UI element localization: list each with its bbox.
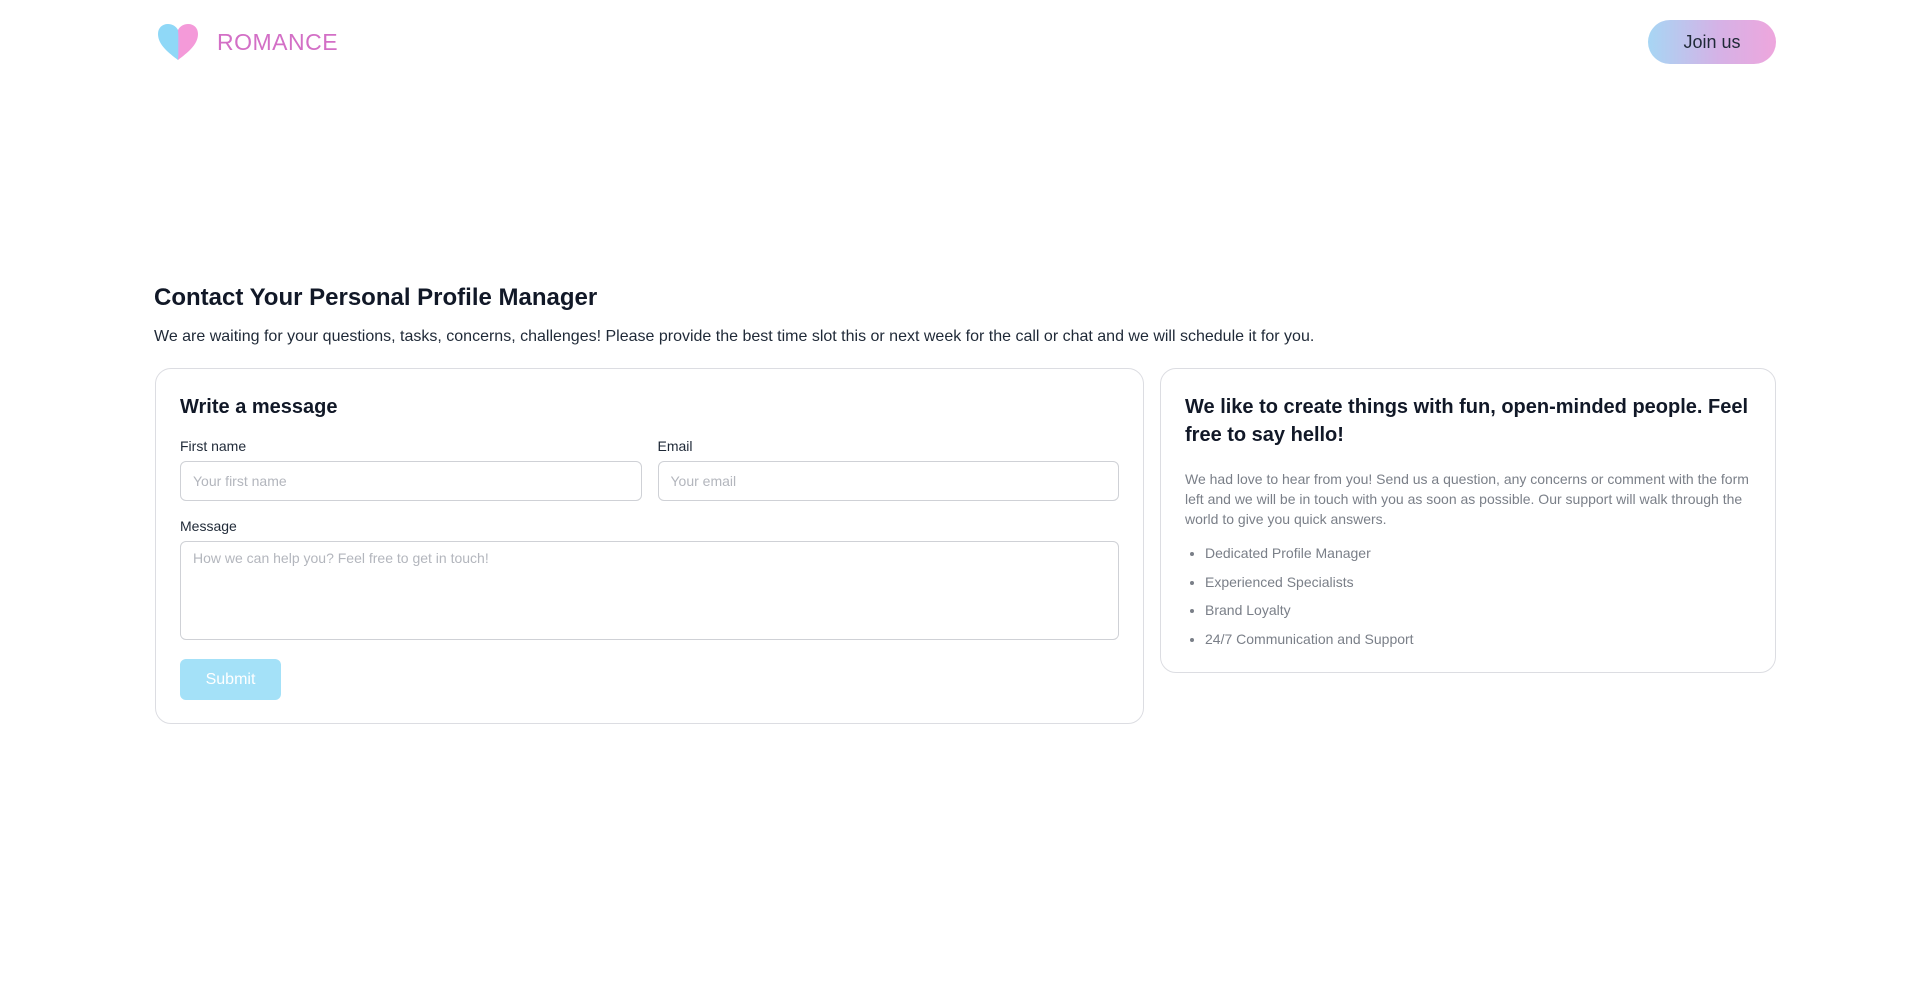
contact-intro: [154, 282, 1774, 348]
submit-button[interactable]: Submit: [180, 659, 281, 700]
list-item: • Dedicated Profile Manager: [1205, 543, 1751, 563]
site-header: [0, 0, 1920, 84]
list-item: • Brand Loyalty: [1205, 600, 1751, 620]
info-content: [1185, 393, 1751, 657]
info-title: We like to create things with fun, open-minded people. Feel free to say hello!: [1185, 396, 1749, 446]
message-textarea[interactable]: [180, 541, 1119, 640]
info-description: We had love to hear from you! Send us a question, any concerns or comment with the form left and we will be in touch with you as soon as possible. Our support will walk through the world to give you quick answers.: [1185, 471, 1749, 527]
feature-list: [1185, 543, 1751, 649]
email-input[interactable]: [658, 461, 1120, 501]
message-form: [180, 393, 1119, 700]
info-card: [1160, 368, 1776, 673]
first-name-input[interactable]: [180, 461, 642, 501]
first-name-group: [180, 437, 642, 501]
form-title: Write a message: [180, 396, 338, 418]
email-label: Email: [657, 438, 693, 454]
brand-name: ROMANCE: [217, 28, 339, 55]
name-email-row: [180, 437, 1119, 501]
brand-logo[interactable]: [157, 22, 338, 62]
page-title: Contact Your Personal Profile Manager: [154, 284, 598, 311]
page-subtitle: We are waiting for your questions, tasks, concerns, challenges! Please provide the best time slot this or next week for the call or chat and we will schedule it for you.: [154, 328, 1315, 345]
heart-icon: [157, 23, 199, 61]
message-group: [180, 517, 1119, 645]
email-group: [658, 437, 1120, 501]
join-us-button[interactable]: Join us: [1648, 20, 1776, 64]
message-label: Message: [180, 518, 237, 534]
list-item: • 24/7 Communication and Support: [1205, 629, 1751, 649]
message-form-card: [155, 368, 1144, 724]
first-name-label: First name: [180, 438, 247, 454]
list-item: • Experienced Specialists: [1205, 572, 1751, 592]
